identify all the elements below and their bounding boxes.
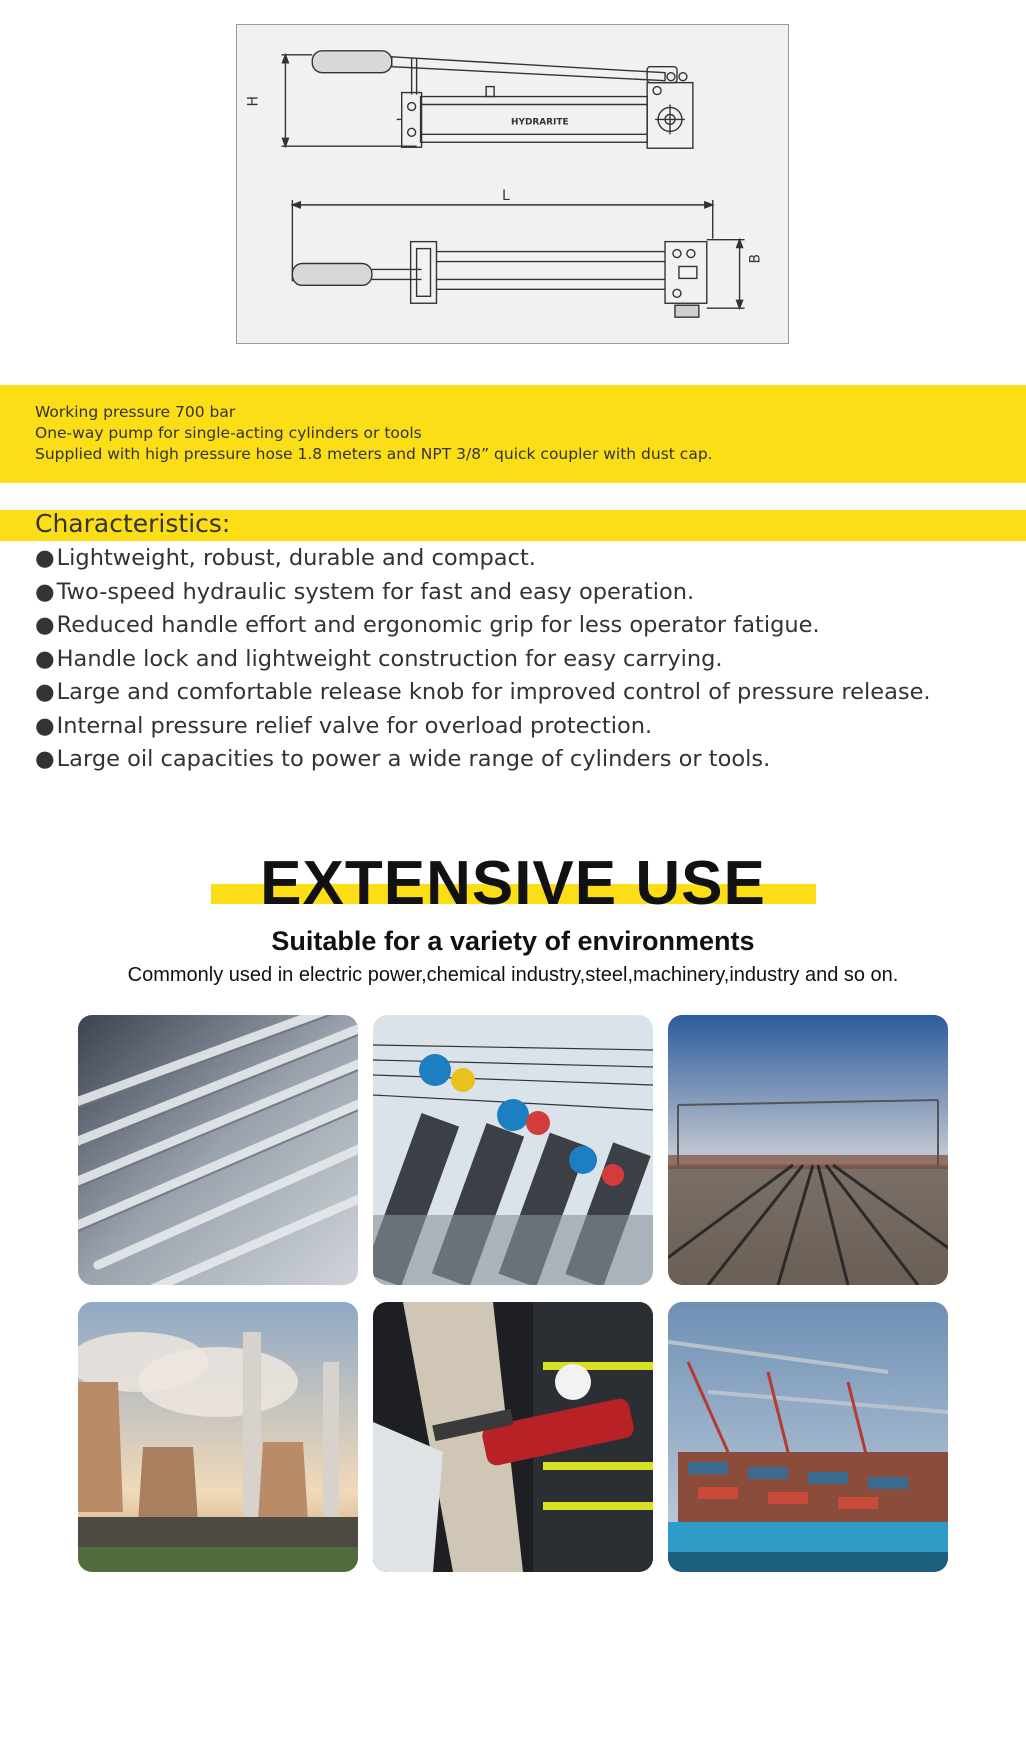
characteristic-text: Reduced handle effort and ergonomic grip for less operator fatigue. (56, 612, 820, 638)
characteristic-text: Handle lock and lightweight construction for easy carrying. (56, 646, 723, 672)
characteristic-text: Lightweight, robust, durable and compact. (56, 545, 536, 571)
bullet-icon: ● (35, 713, 55, 739)
photo-rescue-tool (373, 1302, 653, 1572)
photo-container-port (668, 1302, 948, 1572)
bullet-icon: ● (35, 579, 55, 605)
photo-power-plant (78, 1302, 358, 1572)
characteristic-text: Large oil capacities to power a wide range of cylinders or tools. (56, 746, 771, 772)
characteristic-text: Large and comfortable release knob for improved control of pressure release. (56, 679, 931, 705)
bullet-icon: ● (35, 612, 55, 638)
bullet-icon: ● (35, 679, 55, 705)
bullet-icon: ● (35, 545, 55, 571)
extensive-title: EXTENSIVE USE (260, 849, 766, 918)
info-line-pump-type: One-way pump for single-acting cylinders or tools (35, 424, 422, 442)
info-line-supplied: Supplied with high pressure hose 1.8 meters and NPT 3/8” quick coupler with dust cap. (35, 445, 713, 463)
characteristic-text: Two-speed hydraulic system for fast and easy operation. (56, 579, 695, 605)
dim-h-label: H (245, 96, 262, 107)
characteristics-title: Characteristics: (35, 509, 231, 538)
dim-b-label: B (747, 253, 764, 264)
info-line-pressure: Working pressure 700 bar (35, 403, 236, 421)
characteristic-item (35, 679, 931, 705)
characteristic-item (35, 713, 652, 739)
photo-railway (668, 1015, 948, 1285)
characteristic-item (35, 579, 694, 605)
characteristic-item (35, 545, 536, 571)
characteristic-item (35, 746, 770, 772)
extensive-subtitle: Suitable for a variety of environments (271, 926, 755, 956)
dim-l-label: L (502, 187, 510, 204)
bullet-icon: ● (35, 646, 55, 672)
photo-pipes (78, 1015, 358, 1285)
photo-insulators (373, 1015, 653, 1285)
bullet-icon: ● (35, 746, 55, 772)
drawing-brand-label: HYDRARITE (511, 117, 569, 128)
characteristic-text: Internal pressure relief valve for overload protection. (56, 713, 653, 739)
characteristic-item (35, 612, 820, 638)
characteristic-item (35, 646, 723, 672)
extensive-description: Commonly used in electric power,chemical industry,steel,machinery,industry and so on. (127, 964, 899, 986)
pump-drawing-svg (237, 25, 788, 343)
info-band (0, 385, 1026, 483)
pump-technical-drawing (236, 24, 789, 344)
